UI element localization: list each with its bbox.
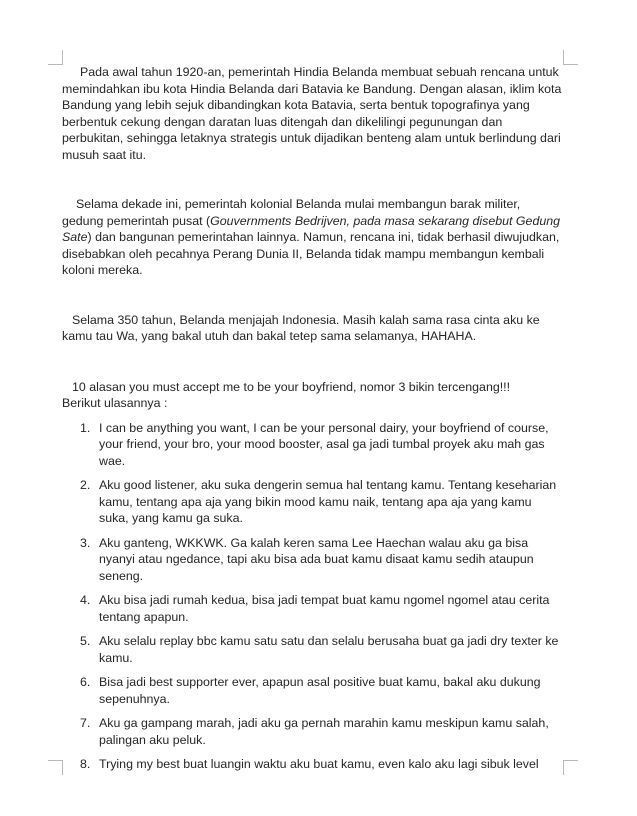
list-number: 4. bbox=[80, 593, 91, 607]
margin-corner-bottom-left bbox=[48, 760, 63, 775]
list-item-text: Trying my best buat luangin waktu aku buat kamu, even kalo aku lagi sibuk level bbox=[99, 757, 539, 771]
list-number: 7. bbox=[80, 716, 91, 730]
list-number: 3. bbox=[80, 535, 91, 550]
list-number: 1. bbox=[80, 420, 91, 435]
intro-line: 10 alasan you must accept me to be your boyfriend, nomor 3 bikin tercengang!!! bbox=[72, 379, 511, 394]
list-item-text: Aku ga gampang marah, jadi aku ga pernah marahin kamu meskipun kamu salah, palingan aku peluk. bbox=[99, 716, 549, 747]
list-item-text: Aku selalu replay bbc kamu satu satu dan selalu berusaha buat ga jadi dry texter ke kamu. bbox=[99, 634, 559, 665]
margin-corner-top-right bbox=[563, 50, 578, 65]
paragraph-colonial-italic: Gouvernments Bedrijven, pada masa sekarang disebut Gedung Sate bbox=[62, 213, 561, 244]
list-item bbox=[80, 756, 562, 773]
margin-corner-bottom-right bbox=[563, 760, 578, 775]
intro-subline: Berikut ulasannya : bbox=[62, 396, 168, 410]
list-number: 6. bbox=[80, 675, 91, 689]
paragraph-ten-reasons-intro bbox=[62, 379, 562, 412]
reasons-list bbox=[62, 420, 562, 773]
list-item-text: Aku ganteng, WKKWK. Ga kalah keren sama Lee Haechan walau aku ga bisa nyanyi atau ngedance, tapi aku bisa ada buat kamu disaat kamu sedih ataupun seneng. bbox=[99, 535, 534, 583]
document-body[interactable] bbox=[62, 64, 562, 781]
list-item bbox=[80, 674, 562, 707]
list-item-text: I can be anything you want, I can be your personal dairy, your boyfriend of course, your friend, your bro, your mood booster, asal ga jadi tumbal proyek aku mah gas wae. bbox=[99, 420, 549, 468]
list-item bbox=[80, 535, 562, 585]
paragraph-colonial-text-after: ) dan bangunan pemerintahan lainnya. Namun, rencana ini, tidak berhasil diwujudkan, disebabkan oleh pecahnya Perang Dunia II, Belanda tidak mampu membangun kembali koloni mereka. bbox=[62, 230, 560, 277]
list-item bbox=[80, 420, 562, 470]
list-item bbox=[80, 633, 562, 666]
paragraph-350-years: Selama 350 tahun, Belanda menjajah Indonesia. Masih kalah sama rasa cinta aku ke kamu tau Wa, yang bakal utuh dan bakal tetep sama selamanya, HAHAHA. bbox=[62, 312, 540, 343]
list-item-text: Aku bisa jadi rumah kedua, bisa jadi tempat buat kamu ngomel ngomel atau cerita tentang apapun. bbox=[99, 593, 550, 624]
list-item-text: Bisa jadi best supporter ever, apapun asal positive buat kamu, bakal aku dukung sepenuhnya. bbox=[99, 675, 541, 706]
paragraph-colonial-text-before: Selama dekade ini, pemerintah kolonial Belanda mulai membangun barak militer, gedung pemerintah pusat ( bbox=[62, 197, 521, 228]
list-item bbox=[80, 477, 562, 527]
list-number: 5. bbox=[80, 634, 91, 648]
list-number: 8. bbox=[80, 757, 91, 771]
paragraph-colonial-buildings bbox=[62, 196, 562, 279]
margin-corner-top-left bbox=[48, 50, 63, 65]
list-item-text: Aku good listener, aku suka dengerin semua hal tentang kamu. Tentang keseharian kamu, tentang apa aja yang bikin mood kamu naik, tentang apa aja yang kamu suka, yang kamu ga suka. bbox=[99, 478, 557, 525]
list-number: 2. bbox=[80, 478, 91, 492]
paragraph-bandung-history: Pada awal tahun 1920-an, pemerintah Hindia Belanda membuat sebuah rencana untuk memindahkan ibu kota Hindia Belanda dari Batavia ke Bandung. Dengan alasan, iklim kota Bandung yang lebih sejuk dibandingkan kota Batavia, serta bentuk topografinya yang berbentuk cekung dengan daratan luas ditengah dan dikelilingi pegunungan dan perbukitan, sehingga letaknya strategis untuk dijadikan benteng alam untuk berlindung dari musuh saat itu. bbox=[62, 65, 562, 162]
list-item bbox=[80, 715, 562, 748]
list-item bbox=[80, 592, 562, 625]
